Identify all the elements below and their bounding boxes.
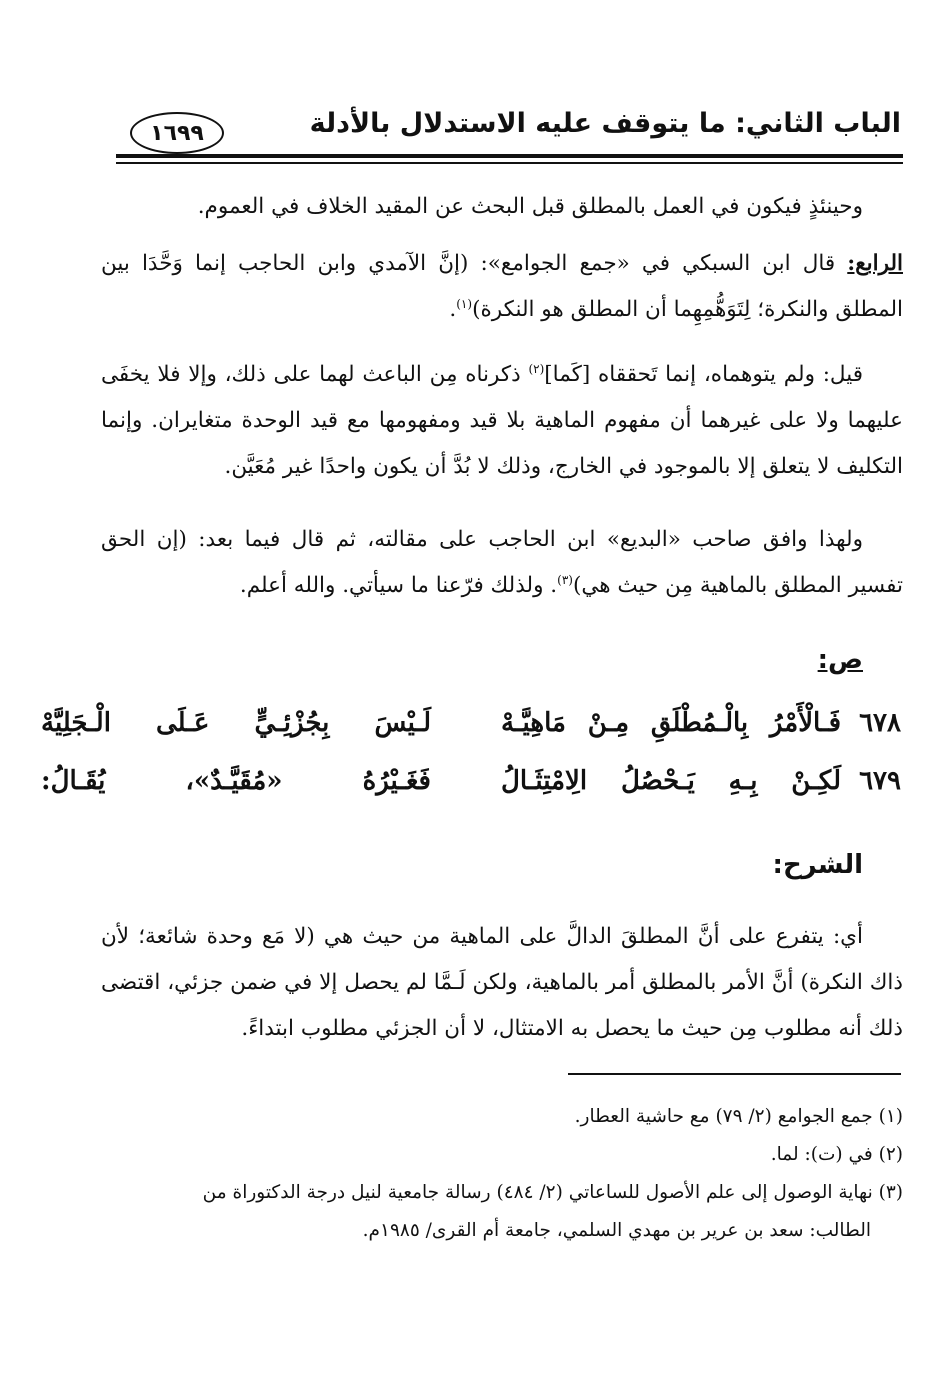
footnote-3: (٣) نهاية الوصول إلى علم الأصول للساعاتي (٢/ ٤٨٤) رسالة جامعية لنيل درجة الدكتوراة من: [202, 1182, 903, 1203]
paragraph-2-lead: الرابع:: [847, 251, 903, 276]
verse-number: ٦٧٨: [859, 708, 901, 738]
paragraph-2-text: قال ابن السبكي في «جمع الجوامع»: (إنَّ الآمدي وابن الحاجب إنما وَحَّدَا بين المطلق والنكرة؛ لِتَوَهُّمِهِما أن المطلق هو النكرة): [101, 251, 903, 322]
paragraph-4: [101, 517, 903, 609]
paragraph-3: [101, 352, 903, 490]
commentary-heading: الشرح:: [772, 850, 863, 880]
page-number: ١٦٩٩: [130, 112, 224, 154]
paragraph-1: [101, 184, 903, 230]
footnote-1: (١) جمع الجوامع (٢/ ٧٩) مع حاشية العطار.: [574, 1106, 903, 1127]
footnote-ref-2: (٢): [528, 361, 545, 376]
commentary-paragraph: [101, 914, 903, 1052]
paragraph-3-text-a: قيل: ولم يتوهماه، إنما تَحققاه [كَما]: [544, 362, 863, 387]
running-head: الباب الثاني: ما يتوقف عليه الاستدلال بالأدلة: [309, 108, 901, 139]
footnote-separator: [568, 1073, 901, 1075]
paragraph-4-text-a: ولهذا وافق صاحب «البديع» ابن الحاجب على مقالته، ثم قال فيما بعد: (إن الحق تفسير المطلق بالماهية مِن حيث هي): [101, 527, 903, 598]
header-rule-thin: [116, 162, 903, 164]
footnote-ref-1: (١): [456, 296, 473, 311]
verse-first-hemistich: لَكِـنْ بِـهِ يَـحْصُلُ الِامْتِثَـالُ: [501, 766, 841, 796]
header-rule-thick: [116, 154, 903, 158]
paragraph-2: [101, 241, 903, 333]
footnote-ref-3: (٣): [557, 572, 573, 587]
paragraph-4-text-b: . ولذلك فرّعنا ما سيأتي. والله أعلم.: [239, 573, 558, 598]
verse-heading: ص:: [817, 645, 863, 675]
footnote-3-continued: الطالب: سعد بن عرير بن مهدي السلمي، جامعة أم القرى/ ١٩٨٥م.: [362, 1220, 871, 1241]
commentary-text: أي: يتفرع على أنَّ المطلقَ الدالَّ على الماهية من حيث هي (لا مَع وحدة شائعة؛ لأن ذاك النكرة) أنَّ الأمر بالمطلق أمر بالماهية، ولكن لَـمَّا لم يحصل إلا في ضمن جزئي، اقتضى ذلك أنه مطلوب مِن حيث ما يحصل به الامتثال، لا أن الجزئي مطلوب ابتداءً.: [101, 924, 903, 1041]
verse-first-hemistich: فَـالْأَمْرُ بِالْـمُطْلَقِ مِـنْ مَاهِيَّـهْ: [501, 708, 841, 738]
verse-line-678: [41, 708, 901, 758]
footnote-2: (٢) في (ت): لما.: [770, 1144, 903, 1165]
verse-line-679: [41, 766, 901, 816]
verse-number: ٦٧٩: [859, 766, 901, 796]
footnotes: [95, 1098, 903, 1250]
verse-second-hemistich: فَغَـيْرُهُ «مُقَيَّـدٌ»، يُقَـالُ:: [41, 766, 431, 796]
verse-second-hemistich: لَـيْسَ بِجُزْئِـيٍّ عَـلَى الْـجَلِيَّهْ: [41, 708, 431, 738]
paragraph-3-text-b: ذكرناه مِن الباعث لهما على ذلك، وإلا فلا يخفَى عليهما ولا على غيرهما أن مفهوم الماهية بلا قيد ومفهومها مع قيد الوحدة متغايران. وإنما التكليف لا يتعلق إلا بالموجود في الخارج، وذلك لا بُدَّ أن يكون واحدًا غير مُعَيَّن.: [101, 362, 903, 479]
paragraph-2-end: .: [449, 297, 457, 322]
paragraph-1-text: وحينئذٍ فيكون في العمل بالمطلق قبل البحث عن المقيد الخلاف في العموم.: [197, 194, 863, 219]
